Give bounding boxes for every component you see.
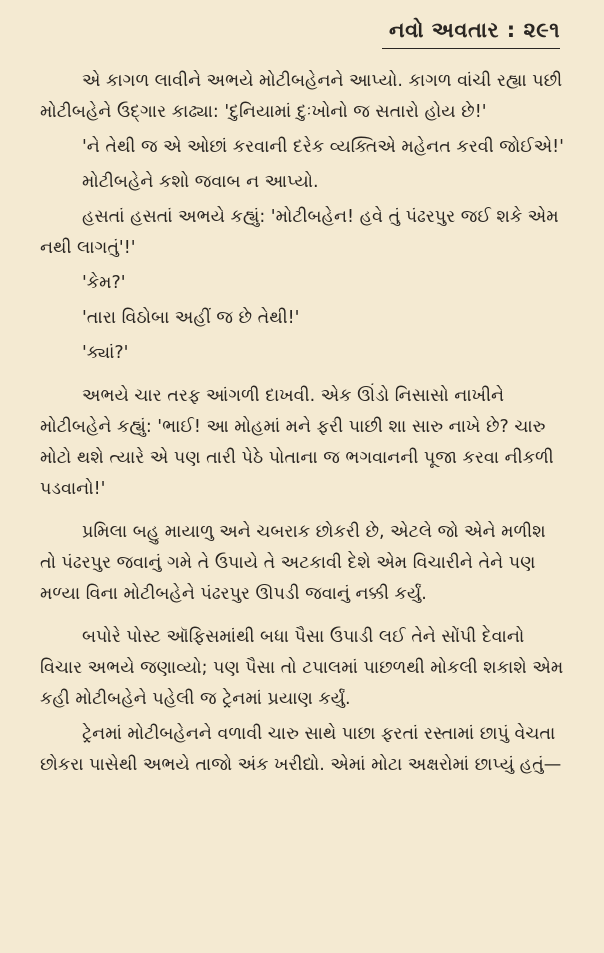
- paragraph: બપોરે પોસ્ટ ઑફિસમાંથી બધા પૈસા ઉપાડી લઈ તેને સોંપી દેવાનો વિચાર અભયે જણાવ્યો; પણ પૈસા તો ટપાલમાં પાછળથી મોકલી શકાશે એમ કહી મોટીબહેને પહેલી જ ટ્રેનમાં પ્રયાણ કર્યું.: [40, 627, 564, 709]
- paragraph: પ્રમિલા બહુ માયાળુ અને ચબરાક છોકરી છે, એટલે જો એને મળીશ તો પંઢરપુર જવાનું ગમે તે ઉપાયે તે અટકાવી દેશે એમ વિચારીને તેને પણ મળ્યા વિના મોટીબહેને પંઢરપુર ઊપડી જવાનું નક્કી કર્યું.: [40, 522, 546, 604]
- paragraph: 'કેમ?': [82, 273, 126, 293]
- paragraph: મોટીબહેને કશો જવાબ ન આપ્યો.: [82, 172, 319, 192]
- paragraph: 'ક્યાં?': [82, 343, 129, 363]
- paragraph: 'ને તેથી જ એ ઓછાં કરવાની દરેક વ્યક્તિએ મહેનત કરવી જોઈએ!': [82, 137, 564, 157]
- header-underline: [382, 48, 560, 49]
- page-body: [40, 66, 566, 785]
- paragraph: ટ્રેનમાં મોટીબહેનને વળાવી ચારુ સાથે પાછા ફરતાં રસ્તામાં છાપું વેચતા છોકરા પાસેથી અભયે તાજો અંક ખરીદ્યો. એમાં મોટા અક્ષરોમાં છાપ્યું હતું—: [40, 724, 562, 775]
- paragraph: અભયે ચાર તરફ આંગળી દાખવી. એક ઊંડો નિસાસો નાખીને મોટીબહેને કહ્યું: 'ભાઈ! આ મોહમાં મને ફરી પાછી શા સારુ નાખે છે? ચારુ મોટો થશે ત્યારે એ પણ તારી પેઠે પોતાના જ ભગવાનની પૂજા કરવા નીકળી પડવાનો!': [40, 386, 554, 499]
- running-header: નવો અવતાર : ૨૯૧: [388, 18, 560, 42]
- paragraph: એ કાગળ લાવીને અભયે મોટીબહેનને આપ્યો. કાગળ વાંચી રહ્યા પછી મોટીબહેને ઉદ્‌ગાર કાઢ્યા: 'દુનિયામાં દુઃખોનો જ સતારો હોય છે!': [40, 71, 563, 122]
- paragraph: હસતાં હસતાં અભયે કહ્યું: 'મોટીબહેન! હવે તું પંઢરપુર જઈ શકે એમ નથી લાગતું'!': [40, 207, 559, 258]
- paragraph: 'તારા વિઠોબા અહીં જ છે તેથી!': [82, 308, 300, 328]
